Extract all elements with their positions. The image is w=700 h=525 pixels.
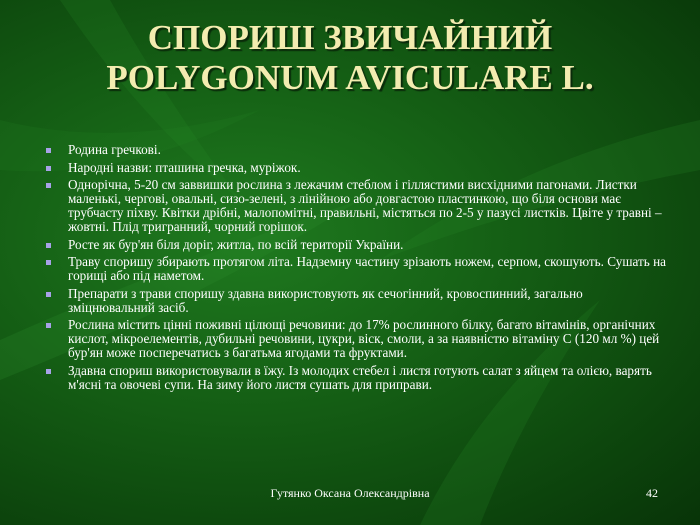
bullet-square-icon <box>46 369 51 374</box>
title-line-1: СПОРИШ ЗВИЧАЙНИЙ <box>147 18 553 57</box>
bullet-square-icon <box>46 166 51 171</box>
list-item <box>46 161 666 175</box>
bullet-text: Однорічна, 5-20 см заввишки рослина з лежачим стеблом і гіллястими висхідними пагонами. Листки маленькі, чергові, овальні, сизо-зелені, з лінійною або довгастою пластинкою, що біля основи має трубчасту піхву. Квітки дрібні, малопомітні, правильні, містяться по 2-5 у пазусі листків. Цвіте у травні – жовтні. Плід тригранний, чорний горішок. <box>68 177 662 234</box>
bullet-list <box>46 143 666 395</box>
bullet-text: Здавна спориш використовували в їжу. Із молодих стебел і листя готують салат з яйцем та олією, варять м'ясні та овочеві супи. На зиму його листя сушать для приправи. <box>68 362 652 392</box>
title-line-2: POLYGONUM AVICULARE L. <box>106 58 594 97</box>
bullet-text: Рослина містить цінні поживні цілющі речовини: до 17% рослинного білку, багато вітамінів, органічних кислот, мікроелементів, дубильні речовини, цукри, віск, смоли, а за наявністю вітаміну С (120 мл %) цей бур'ян може посперечатись з багатьма ягодами та фруктами. <box>68 317 660 360</box>
bullet-text: Родина гречкові. <box>68 142 161 157</box>
page-number: 42 <box>646 486 658 500</box>
bullet-square-icon <box>46 148 51 153</box>
list-item <box>46 287 666 315</box>
footer-author: Гутянко Оксана Олександрівна <box>270 486 430 500</box>
bullet-text: Препарати з трави споришу здавна використовують як сечогінний, кровоспинний, загально зміцнювальний засіб. <box>68 285 583 315</box>
list-item <box>46 238 666 252</box>
list-item <box>46 364 666 392</box>
slide-title <box>0 18 700 98</box>
bullet-text: Траву споришу збирають протягом літа. Надземну частину зрізають ножем, серпом, скошують. Сушать на горищі або під наметом. <box>68 254 666 283</box>
bullet-square-icon <box>46 260 51 265</box>
list-item <box>46 178 666 234</box>
bullet-square-icon <box>46 183 51 188</box>
bullet-square-icon <box>46 323 51 328</box>
list-item <box>46 143 666 157</box>
bullet-text: Народні назви: пташина гречка, муріжок. <box>68 159 301 175</box>
list-item <box>46 318 666 360</box>
bullet-square-icon <box>46 292 51 297</box>
list-item <box>46 255 666 283</box>
bullet-text: Росте як бур'ян біля доріг, житла, по всій території України. <box>68 236 404 252</box>
bullet-square-icon <box>46 243 51 248</box>
